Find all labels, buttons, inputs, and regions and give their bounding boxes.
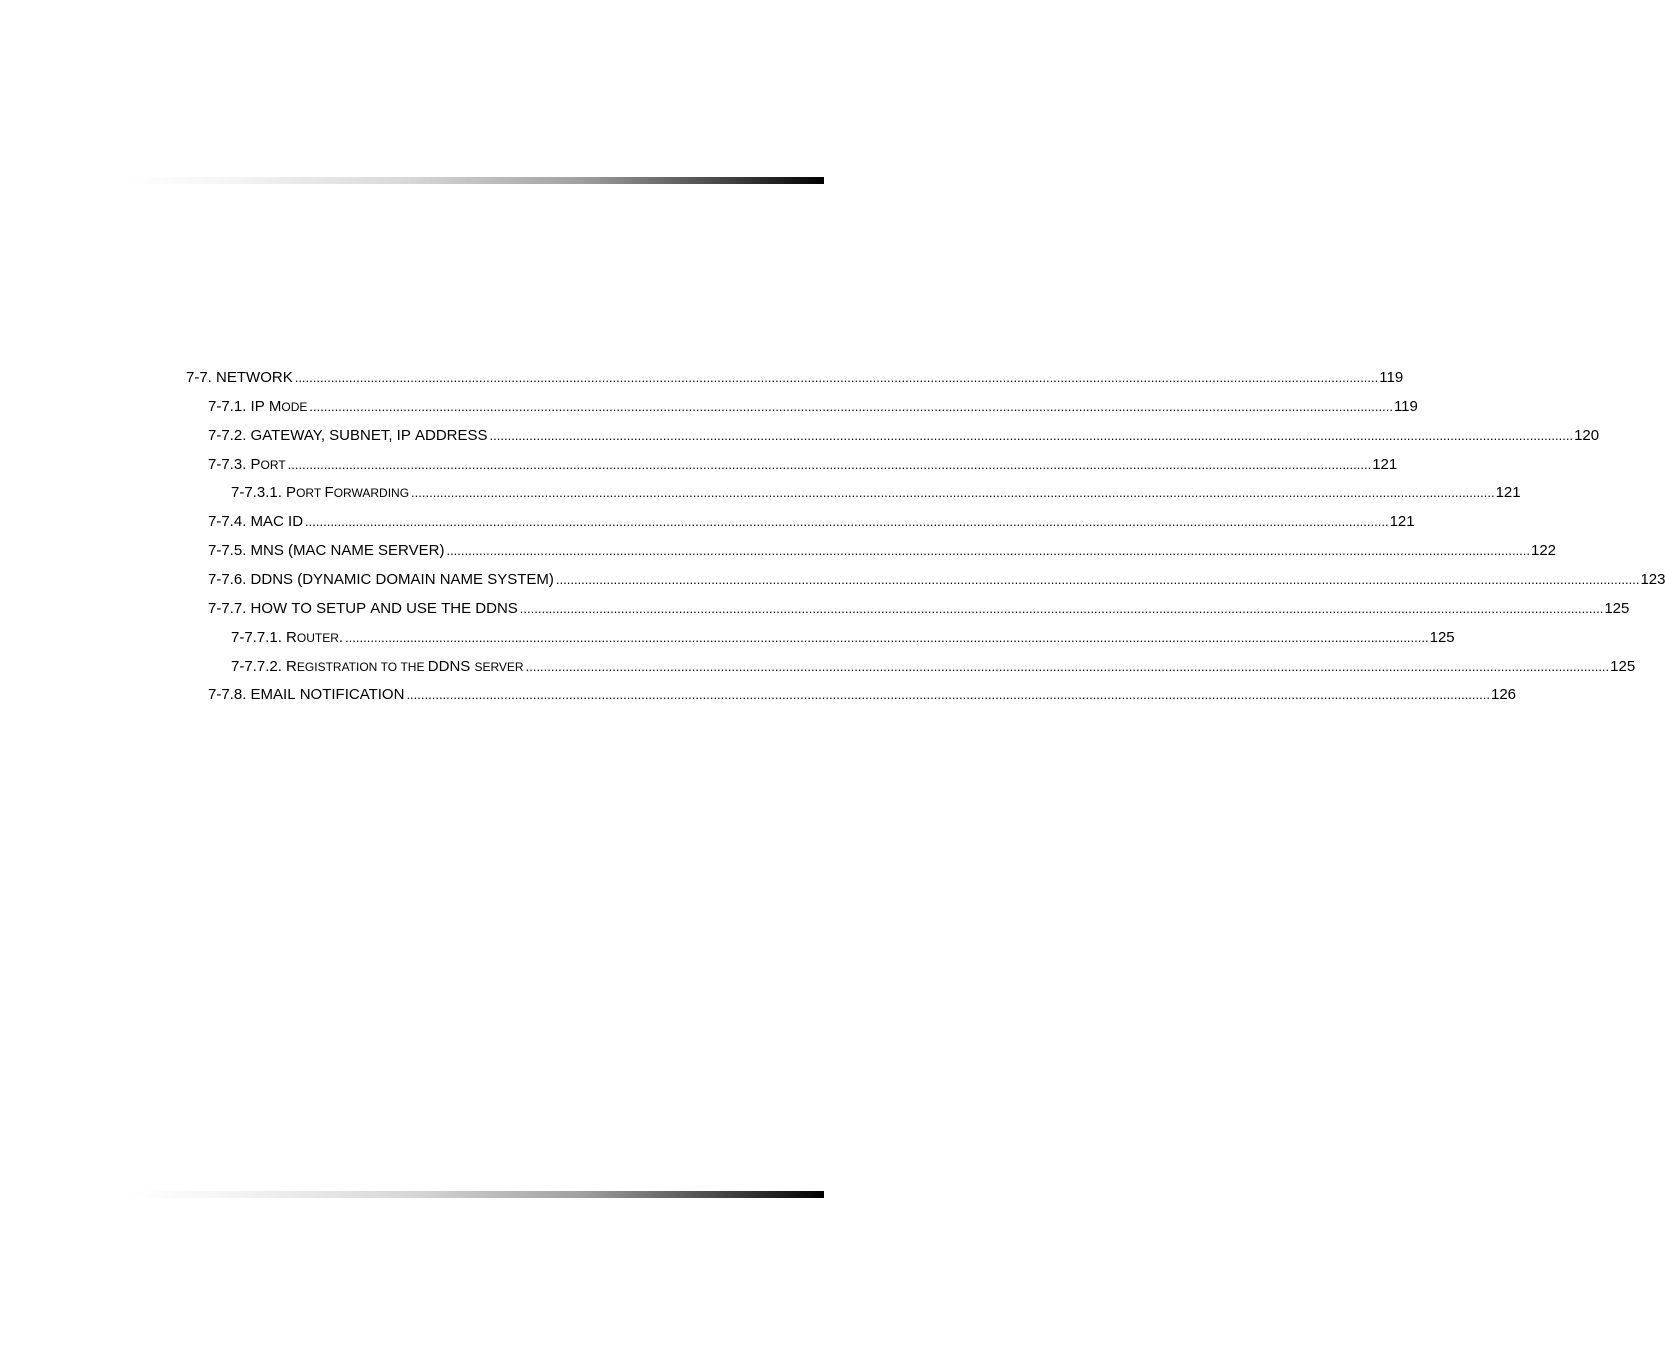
toc-entry-number: 7-7.2. (208, 427, 247, 444)
toc-entry-number: 7-7.4. (208, 513, 247, 530)
toc-entry-page-number: 121 (1495, 484, 1521, 501)
toc-entry-title (208, 396, 307, 418)
toc-entry-number: 7-7.7.1. (231, 629, 282, 646)
toc-entry-title (208, 425, 488, 447)
toc-entry-title-part: P (250, 456, 261, 473)
toc-entry-title-part: R (286, 629, 297, 646)
toc-dot-leader: ............................................................................................................................................................................................................................................................................................................ (406, 687, 1490, 702)
toc-entry[interactable] (231, 627, 1455, 649)
toc-entry-title-part: NETWORK (216, 369, 293, 386)
toc-entry[interactable] (208, 454, 1398, 476)
toc-entry[interactable] (208, 511, 1415, 533)
toc-entry[interactable] (186, 367, 1404, 389)
toc-entry-page-number: 121 (1389, 513, 1415, 530)
toc-entry-page-number: 125 (1429, 629, 1455, 646)
toc-entry-page-number: 121 (1372, 456, 1398, 473)
toc-entry-number: 7-7.7. (208, 600, 247, 617)
toc-dot-leader: ............................................................................................................................................................................................................................................................................................................ (287, 457, 1372, 472)
toc-entry-number: 7-7.3. (208, 456, 247, 473)
toc-entry-title (208, 598, 518, 620)
toc-entry-title-part: MAC ID (250, 513, 304, 530)
toc-entry[interactable] (231, 656, 1636, 678)
toc-entry-title (231, 482, 409, 504)
toc-entry[interactable] (208, 425, 1600, 447)
toc-entry-title-part: IP (250, 398, 269, 415)
toc-entry-page-number: 122 (1531, 542, 1557, 559)
toc-dot-leader: ............................................................................................................................................................................................................................................................................................................ (489, 428, 1574, 443)
toc-dot-leader: ............................................................................................................................................................................................................................................................................................................ (555, 572, 1640, 587)
footer-gradient-rule (130, 1191, 824, 1198)
toc-entry-title-part: DDNS (DYNAMIC DOMAIN NAME SYSTEM) (250, 571, 554, 588)
toc-entry-page-number: 125 (1604, 600, 1630, 617)
toc-dot-leader: ............................................................................................................................................................................................................................................................................................................ (411, 485, 1495, 500)
toc-entry[interactable] (208, 396, 1418, 418)
toc-entry-page-number: 123 (1640, 571, 1665, 588)
toc-entry-number: 7-7.7.2. (231, 658, 282, 675)
toc-entry-number: 7-7.1. (208, 398, 247, 415)
toc-entry-title-part: ORT (260, 458, 286, 472)
toc-entry-title (208, 454, 286, 476)
toc-entry-title-part: P (286, 484, 297, 501)
toc-entry-title-part: ORWARDING (333, 486, 410, 500)
toc-entry[interactable] (208, 569, 1665, 591)
toc-entry-title (208, 684, 404, 706)
toc-dot-leader: ............................................................................................................................................................................................................................................................................................................ (345, 630, 1429, 645)
toc-entry-page-number: 126 (1490, 686, 1517, 703)
toc-entry-title (208, 511, 303, 533)
toc-entry-page-number: 120 (1574, 427, 1600, 444)
toc-entry-title (208, 540, 444, 562)
toc-entry-number: 7-7.6. (208, 571, 247, 588)
toc-entry-page-number: 119 (1393, 398, 1418, 415)
toc-entry-title-part: HOW TO SETUP AND USE THE DDNS (250, 600, 518, 617)
toc-entry-page-number: 125 (1610, 658, 1636, 675)
toc-entry-title-part: F (324, 484, 334, 501)
toc-entry-title-part: ODE (281, 400, 308, 414)
toc-entry-number: 7-7.5. (208, 542, 247, 559)
toc-entry[interactable] (231, 482, 1521, 504)
toc-entry[interactable] (208, 540, 1557, 562)
toc-entry-title-part: M (268, 398, 282, 415)
toc-entry[interactable] (208, 598, 1630, 620)
toc-entry-title (231, 656, 524, 678)
toc-entry-title-part: MNS (MAC NAME SERVER) (250, 542, 445, 559)
toc-entry-title-part: GATEWAY, SUBNET, IP ADDRESS (250, 427, 488, 444)
toc-entry-title (186, 367, 293, 389)
toc-entry-title-part: . (338, 629, 344, 646)
toc-dot-leader: ............................................................................................................................................................................................................................................................................................................ (305, 514, 1389, 529)
toc-entry-number: 7-7.8. (208, 686, 247, 703)
toc-entry-title-part: DDNS (427, 658, 475, 675)
toc-dot-leader: ............................................................................................................................................................................................................................................................................................................ (294, 370, 1379, 385)
toc-entry-title-part: OUTER (296, 631, 339, 645)
toc-entry-page-number: 119 (1379, 369, 1404, 386)
toc-entry-title-part: SERVER (474, 660, 524, 674)
toc-entry-title (231, 627, 343, 649)
toc-dot-leader: ............................................................................................................................................................................................................................................................................................................ (446, 543, 1530, 558)
toc-dot-leader: ............................................................................................................................................................................................................................................................................................................ (309, 399, 1393, 414)
header-gradient-rule (130, 177, 824, 184)
toc-entry-title-part: EGISTRATION TO THE (296, 660, 428, 674)
toc-dot-leader: ............................................................................................................................................................................................................................................................................................................ (525, 659, 1610, 674)
toc-entry-title-part: ORT (296, 486, 325, 500)
toc-entry-number: 7-7.3.1. (231, 484, 282, 501)
toc-entry-title-part: R (286, 658, 297, 675)
toc-entry-title (208, 569, 554, 591)
toc-entry-number: 7-7. (186, 369, 212, 386)
toc-entry[interactable] (208, 684, 1517, 706)
toc-dot-leader: ............................................................................................................................................................................................................................................................................................................ (519, 601, 1604, 616)
toc-entry-title-part: EMAIL NOTIFICATION (250, 686, 405, 703)
